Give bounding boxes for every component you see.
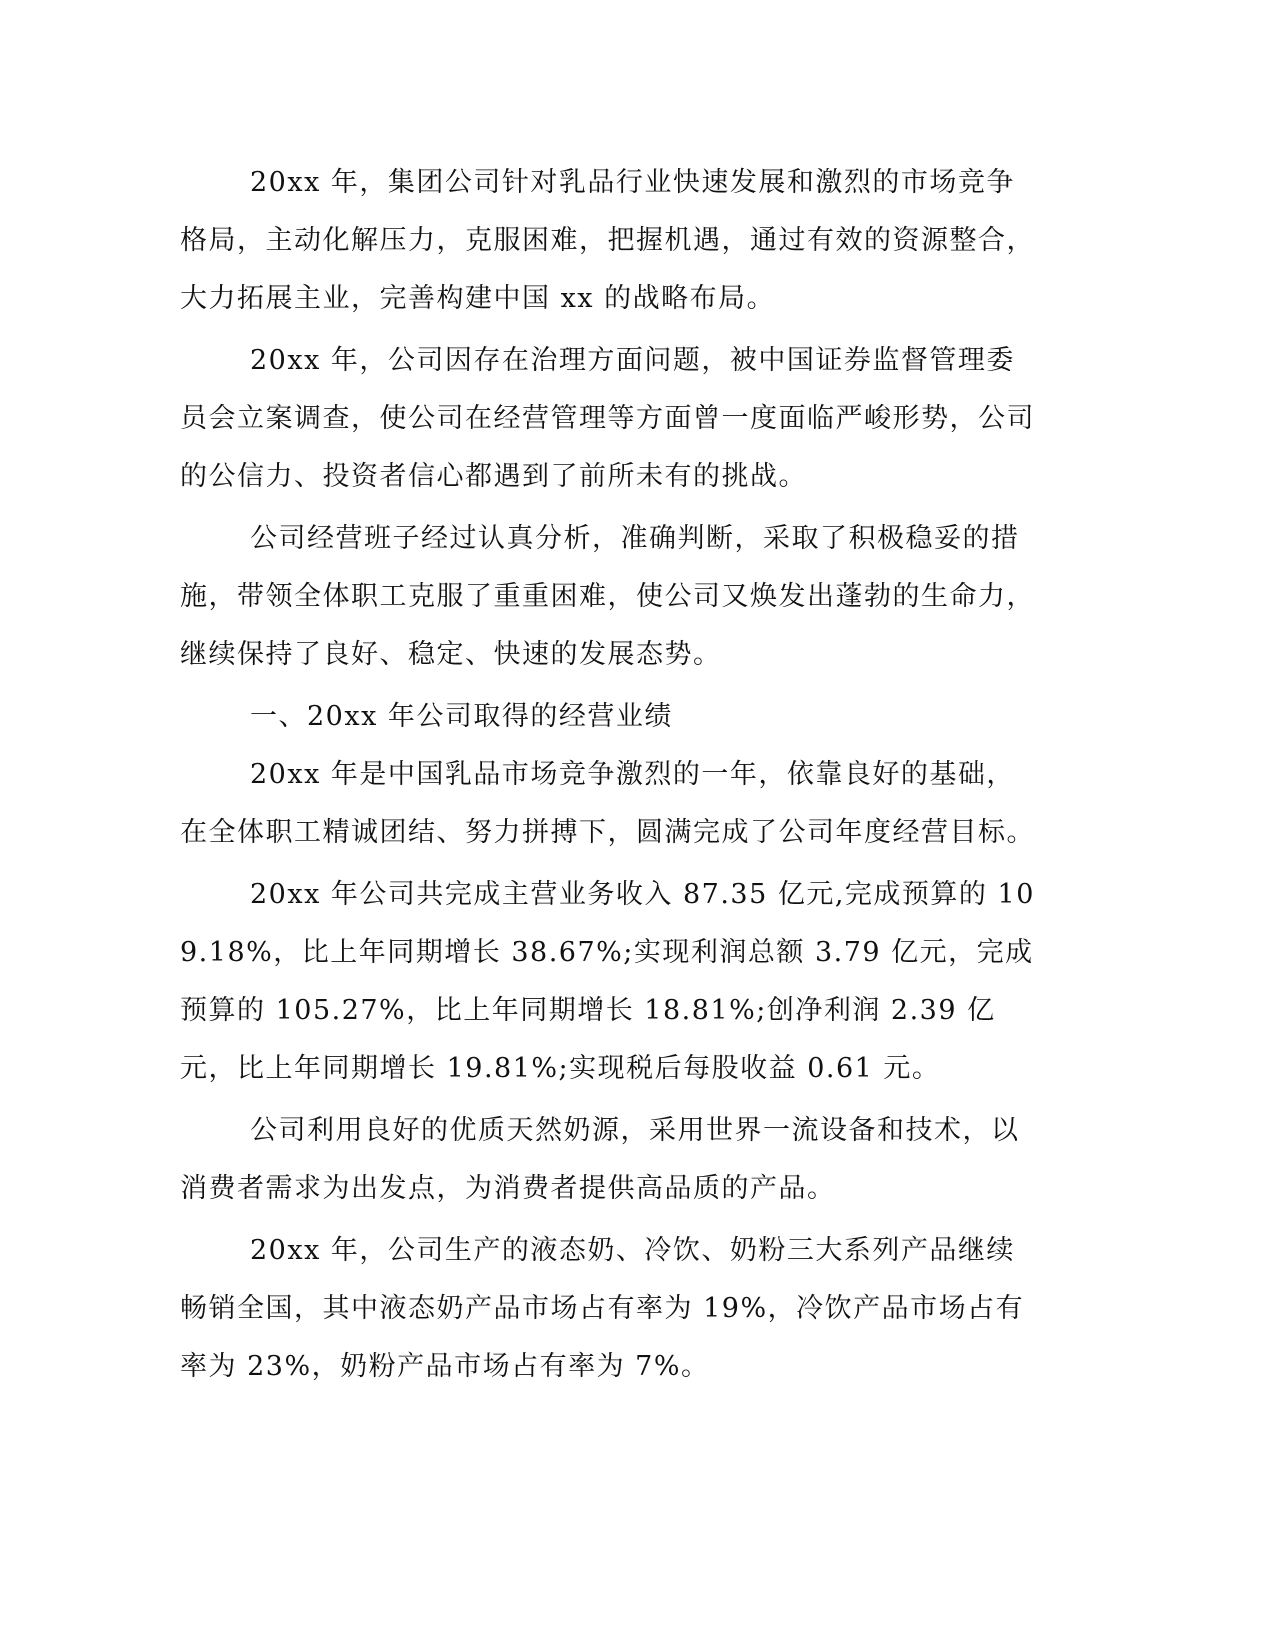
section-heading-performance: 一、20xx 年公司取得的经营业绩 xyxy=(250,701,673,732)
document-body xyxy=(180,154,1040,1400)
paragraph-market-share: 20xx 年，公司生产的液态奶、冷饮、奶粉三大系列产品继续畅销全国，其中液态奶产品市场占有率为 19%，冷饮产品市场占有率为 23%，奶粉产品市场占有率为 7%。 xyxy=(180,1235,1025,1382)
paragraph-investigation: 20xx 年，公司因存在治理方面问题，被中国证券监督管理委员会立案调查，使公司在经营管理等方面曾一度面临严峻形势，公司的公信力、投资者信心都遇到了前所未有的挑战。 xyxy=(180,345,1035,492)
paragraph-annual-goal: 20xx 年是中国乳品市场竞争激烈的一年，依靠良好的基础，在全体职工精诚团结、努力拼搏下，圆满完成了公司年度经营目标。 xyxy=(180,759,1035,848)
paragraph-strategy: 20xx 年，集团公司针对乳品行业快速发展和激烈的市场竞争格局，主动化解压力，克服困难，把握机遇，通过有效的资源整合，大力拓展主业，完善构建中国 xx 的战略布局。 xyxy=(180,167,1035,314)
paragraph-management-response: 公司经营班子经过认真分析，准确判断，采取了积极稳妥的措施，带领全体职工克服了重重困难，使公司又焕发出蓬勃的生命力，继续保持了良好、稳定、快速的发展态势。 xyxy=(180,523,1035,670)
paragraph-financial-results: 20xx 年公司共完成主营业务收入 87.35 亿元,完成预算的 109.18%，比上年同期增长 38.67%;实现利润总额 3.79 亿元，完成预算的 105.27%，比上年同期增长 18.81%;创净利润 2.39 亿元，比上年同期增长 19.81%;实现税后每股收益 0.61 元。 xyxy=(180,879,1035,1084)
paragraph-quality-products: 公司利用良好的优质天然奶源，采用世界一流设备和技术，以消费者需求为出发点，为消费者提供高品质的产品。 xyxy=(180,1115,1020,1204)
